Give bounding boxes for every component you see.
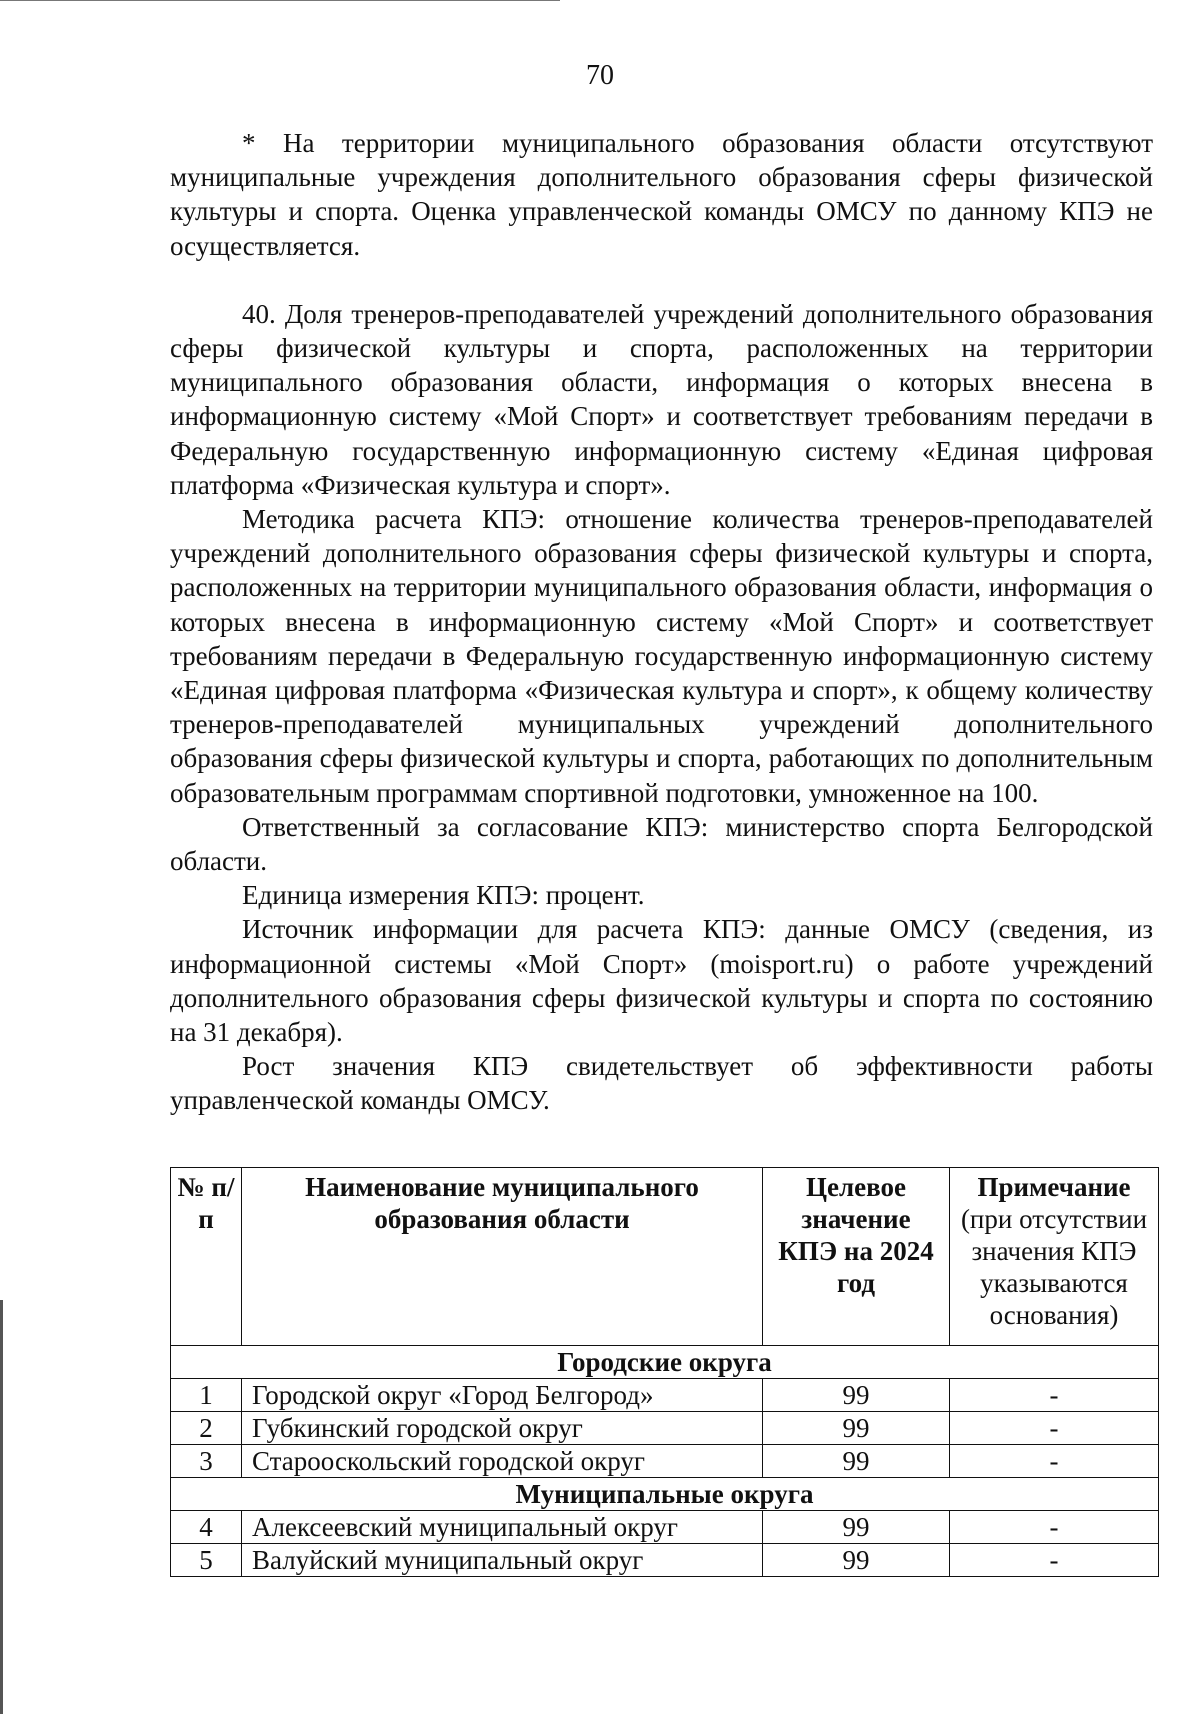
- row-name: Старооскольский городской округ: [242, 1445, 763, 1478]
- page-number: 70: [586, 60, 614, 91]
- header-note: [950, 1168, 1159, 1346]
- row-name: Городской округ «Город Белгород»: [242, 1379, 763, 1412]
- table-row: [171, 1412, 1159, 1445]
- header-note-detail: (при отсутствии значения КПЭ указываются основания): [960, 1204, 1148, 1330]
- row-note: -: [950, 1445, 1159, 1478]
- table-row: [171, 1511, 1159, 1544]
- table-header-row: [171, 1168, 1159, 1346]
- kpe-target-table: [170, 1167, 1159, 1577]
- section-row: [171, 1478, 1159, 1511]
- row-num: 3: [171, 1445, 242, 1478]
- row-note: -: [950, 1511, 1159, 1544]
- kpe-40-title-paragraph: 40. Доля тренеров-преподавателей учреждений дополнительного образования сферы физической культуры и спорта, расположенных на территории муниципального образования области, информация о которых внесена в информационную систему «Мой Спорт» и соответствует требованиям передачи в Федеральную государственную информационную систему «Единая цифровая платформа «Физическая культура и спорт».: [170, 298, 1153, 500]
- table-row: [171, 1544, 1159, 1577]
- scan-left-edge: [0, 1300, 3, 1714]
- row-note: -: [950, 1379, 1159, 1412]
- body-text: [170, 126, 1153, 1118]
- row-num: 5: [171, 1544, 242, 1577]
- row-name: Валуйский муниципальный округ: [242, 1544, 763, 1577]
- scan-top-rule: [0, 0, 560, 1]
- row-num: 1: [171, 1379, 242, 1412]
- row-target: 99: [763, 1511, 950, 1544]
- row-name: Губкинский городской округ: [242, 1412, 763, 1445]
- section-title: Муниципальные округа: [171, 1478, 1159, 1511]
- header-num: № п/п: [171, 1168, 242, 1346]
- header-target: Целевое значение КПЭ на 2024 год: [763, 1168, 950, 1346]
- section-title: Городские округа: [171, 1346, 1159, 1379]
- header-name: Наименование муниципального образования области: [242, 1168, 763, 1346]
- row-note: -: [950, 1544, 1159, 1577]
- source-paragraph: Источник информации для расчета КПЭ: данные ОМСУ (сведения, из информационной системы «Мой Спорт» (moisport.ru) о работе учреждений дополнительного образования сферы физической культуры и спорта по состоянию на 31 декабря).: [170, 914, 1153, 1048]
- row-num: 4: [171, 1511, 242, 1544]
- row-target: 99: [763, 1544, 950, 1577]
- table-row: [171, 1379, 1159, 1412]
- growth-paragraph: Рост значения КПЭ свидетельствует об эффективности работы управленческой команды ОМСУ.: [170, 1051, 1153, 1116]
- row-note: -: [950, 1412, 1159, 1445]
- row-num: 2: [171, 1412, 242, 1445]
- section-row: [171, 1346, 1159, 1379]
- header-note-title: Примечание: [977, 1172, 1131, 1202]
- row-target: 99: [763, 1445, 950, 1478]
- row-target: 99: [763, 1379, 950, 1412]
- responsible-paragraph: Ответственный за согласование КПЭ: министерство спорта Белгородской области.: [170, 811, 1153, 877]
- unit-paragraph: Единица измерения КПЭ: процент.: [242, 880, 645, 911]
- footnote-paragraph: * На территории муниципального образования области отсутствуют муниципальные учреждения дополнительного образования сферы физической культуры и спорта. Оценка управленческой команды ОМСУ по данному КПЭ не осуществляется.: [170, 128, 1153, 261]
- row-target: 99: [763, 1412, 950, 1445]
- methodology-paragraph: Методика расчета КПЭ: отношение количества тренеров-преподавателей учреждений дополнительного образования сферы физической культуры и спорта, расположенных на территории муниципального образования области, информация о которых внесена в информационную систему «Мой Спорт» и соответствует требованиям передачи в Федеральную государственную информационную систему «Единая цифровая платформа «Физическая культура и спорт», к общему количеству тренеров-преподавателей муниципальных учреждений дополнительного образования сферы физической культуры и спорта, работающих по дополнительным образовательным программам спортивной подготовки, умноженное на 100.: [170, 504, 1153, 808]
- row-name: Алексеевский муниципальный округ: [242, 1511, 763, 1544]
- table-row: [171, 1445, 1159, 1478]
